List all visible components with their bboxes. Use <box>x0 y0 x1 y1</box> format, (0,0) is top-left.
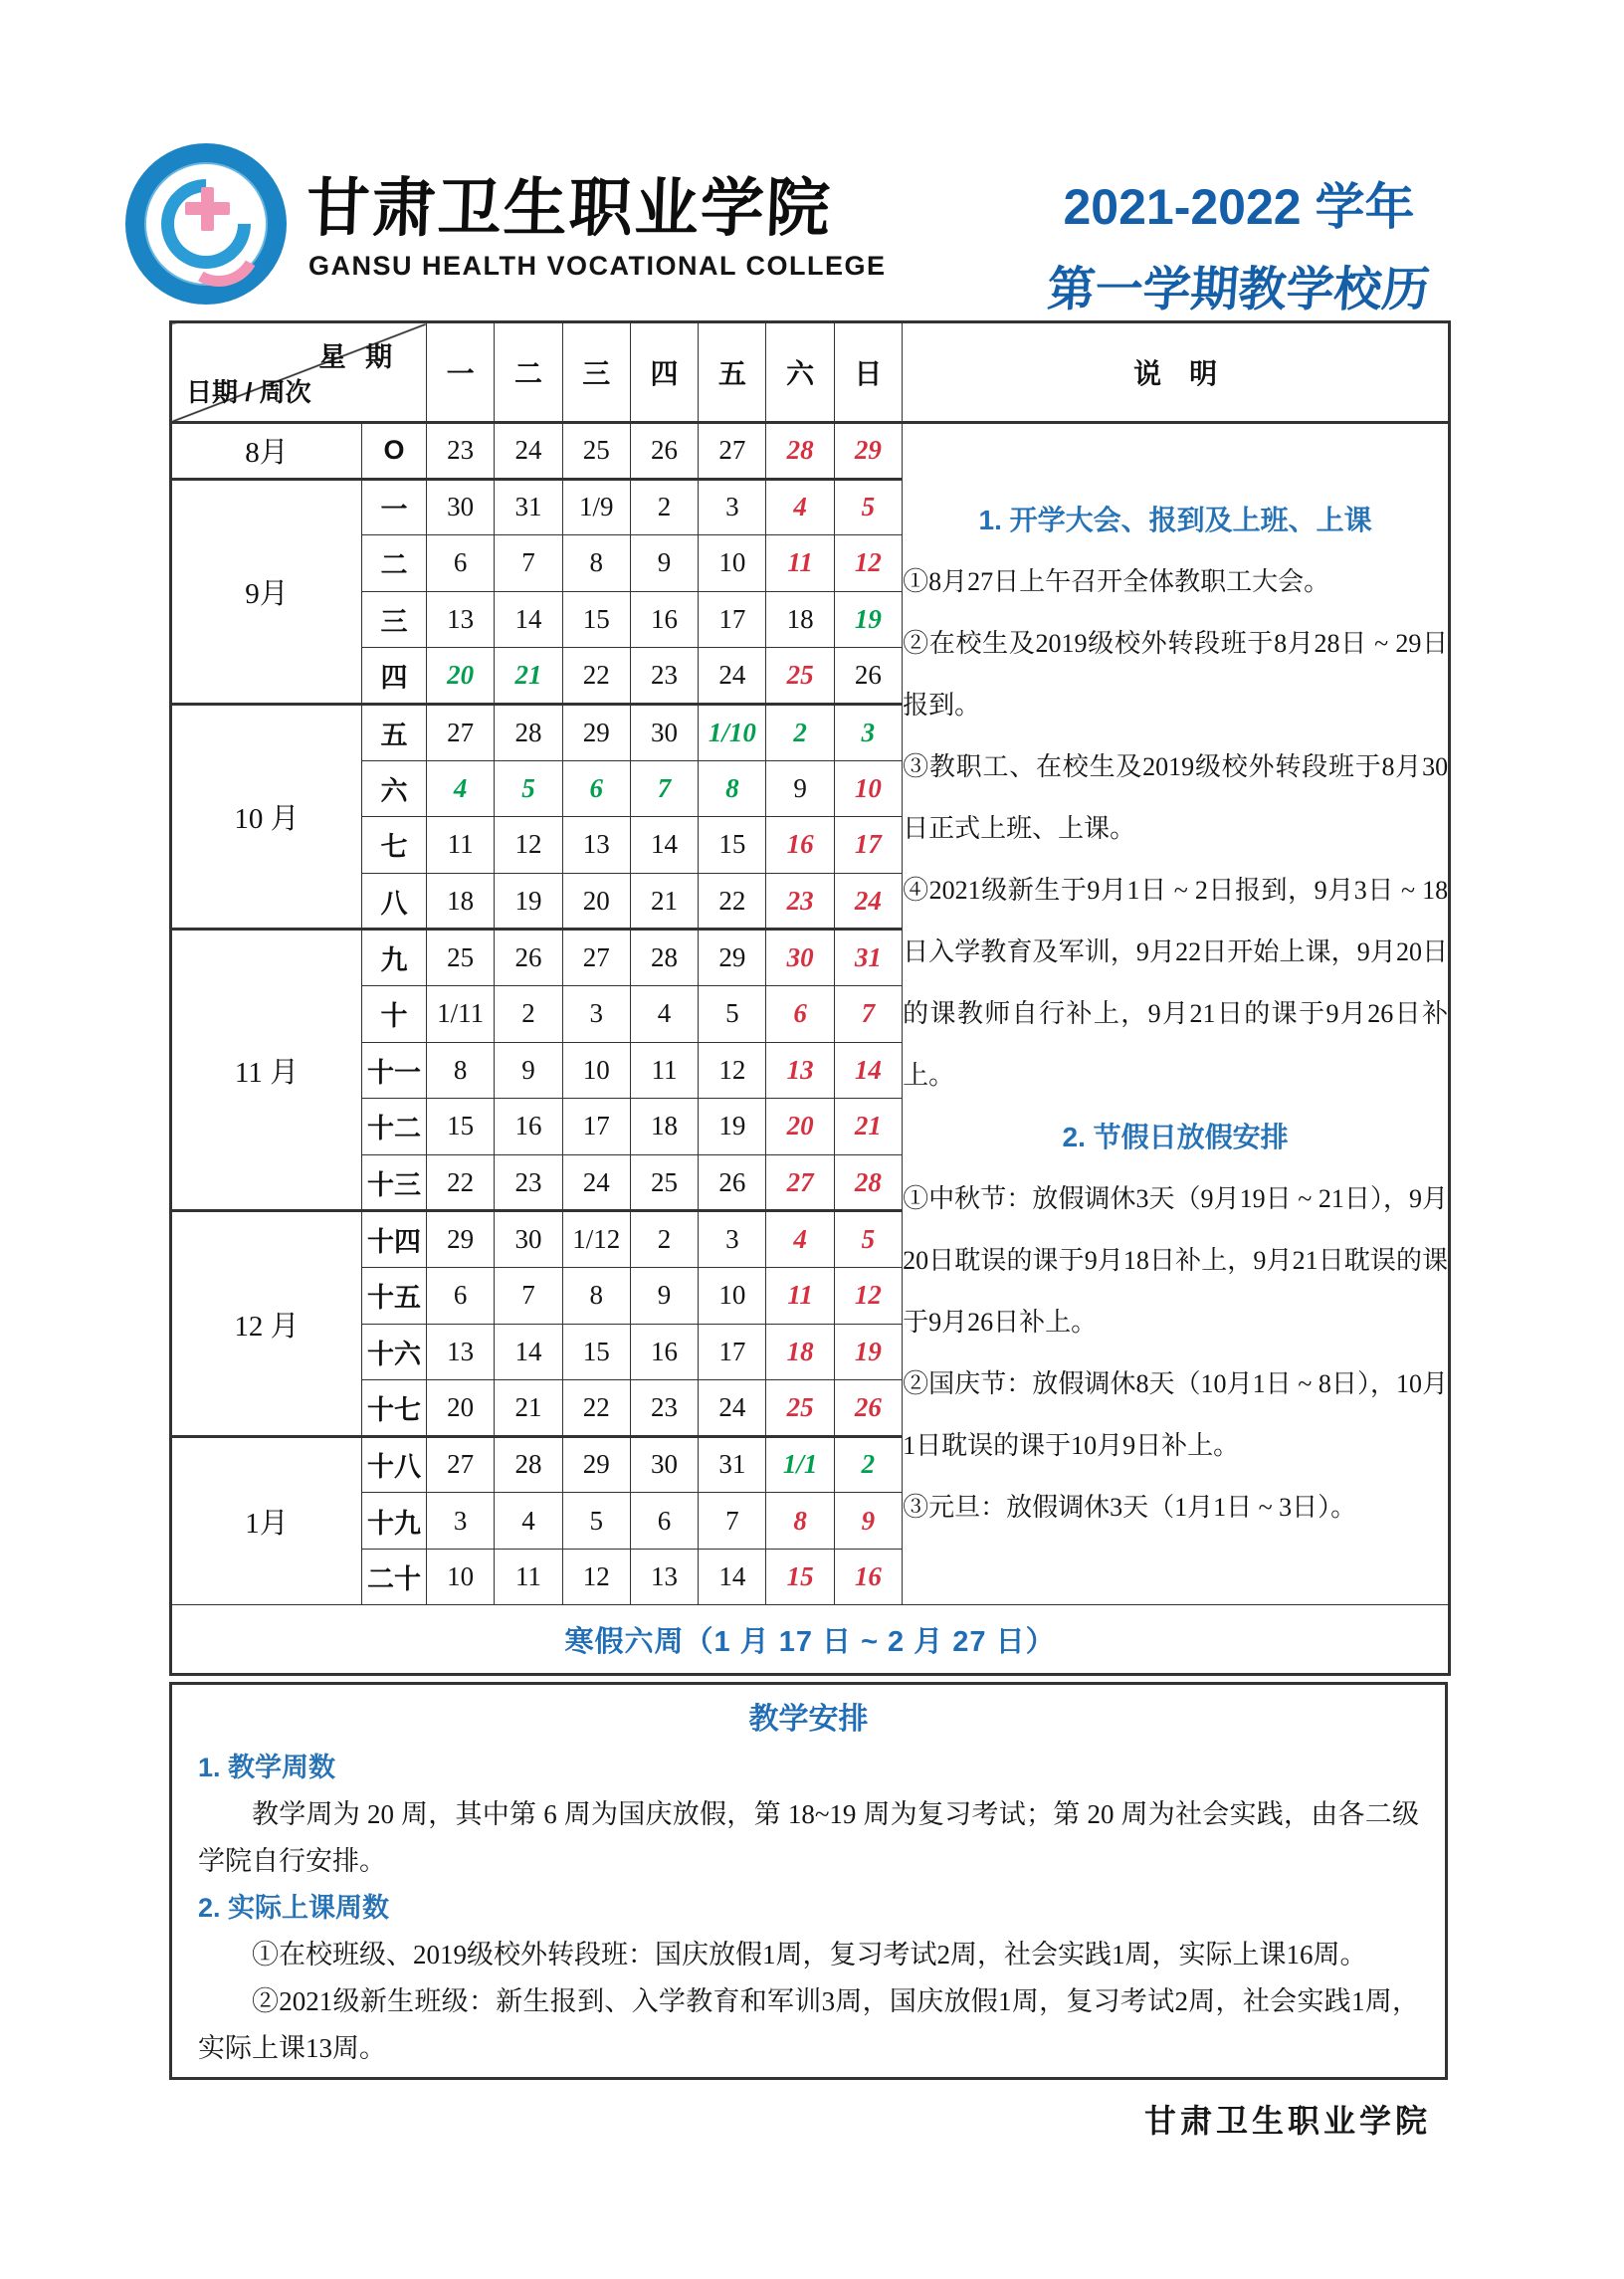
weekday-header: 三 <box>562 322 630 423</box>
date-cell: 12 <box>562 1549 630 1605</box>
date-cell: 14 <box>699 1549 766 1605</box>
date-cell: 1/9 <box>562 479 630 535</box>
date-cell: 20 <box>766 1099 834 1155</box>
date-cell: 11 <box>630 1042 698 1099</box>
date-cell: 11 <box>766 1267 834 1324</box>
date-cell: 7 <box>834 985 902 1042</box>
date-cell: 27 <box>766 1154 834 1211</box>
date-cell: 28 <box>495 1436 562 1493</box>
date-cell: 21 <box>630 873 698 930</box>
teaching-arrangement-box <box>169 1682 1448 2080</box>
notes-item: ③元旦：放假调休3天（1月1日 ~ 3日）。 <box>903 1493 1357 1523</box>
month-label: 9月 <box>171 479 362 704</box>
date-cell: 24 <box>834 873 902 930</box>
date-cell: 21 <box>834 1099 902 1155</box>
winter-break-row <box>171 1605 1450 1675</box>
date-cell: 12 <box>699 1042 766 1099</box>
week-number-label: 六 <box>362 760 427 817</box>
date-cell: 22 <box>562 1380 630 1437</box>
date-cell: 31 <box>834 930 902 986</box>
date-cell: 27 <box>699 423 766 480</box>
date-cell: 24 <box>562 1154 630 1211</box>
date-cell: 26 <box>630 423 698 480</box>
date-cell: 1/12 <box>562 1211 630 1268</box>
date-cell: 11 <box>766 535 834 592</box>
date-cell: 18 <box>766 591 834 648</box>
date-cell: 17 <box>699 1324 766 1380</box>
date-cell: 28 <box>495 704 562 760</box>
date-cell: 20 <box>427 1380 495 1437</box>
date-cell: 24 <box>699 648 766 705</box>
date-cell: 15 <box>766 1549 834 1605</box>
date-cell: 25 <box>766 1380 834 1437</box>
date-cell: 8 <box>427 1042 495 1099</box>
description-cell <box>903 423 1450 1605</box>
teaching-section2-title: 2. 实际上课周数 <box>198 1893 390 1923</box>
date-cell: 12 <box>834 1267 902 1324</box>
date-cell: 17 <box>834 817 902 874</box>
date-cell: 15 <box>562 1324 630 1380</box>
date-cell: 10 <box>562 1042 630 1099</box>
date-cell: 30 <box>630 704 698 760</box>
date-cell: 11 <box>495 1549 562 1605</box>
date-cell: 25 <box>427 930 495 986</box>
notes-item: ①8月27日上午召开全体教职工大会。 <box>903 567 1330 597</box>
description-header: 说 明 <box>903 322 1450 423</box>
date-cell: 5 <box>495 760 562 817</box>
date-cell: 3 <box>562 985 630 1042</box>
date-cell: 3 <box>427 1493 495 1550</box>
date-cell: 1/10 <box>699 704 766 760</box>
date-cell: 13 <box>427 1324 495 1380</box>
date-cell: 9 <box>766 760 834 817</box>
weekday-header: 六 <box>766 322 834 423</box>
date-cell: 28 <box>834 1154 902 1211</box>
date-cell: 4 <box>427 760 495 817</box>
weekday-header: 五 <box>699 322 766 423</box>
date-cell: 29 <box>834 423 902 480</box>
date-cell: 13 <box>630 1549 698 1605</box>
date-cell: 9 <box>630 535 698 592</box>
date-cell: 27 <box>427 1436 495 1493</box>
week-number-label: 五 <box>362 704 427 760</box>
date-cell: 1/1 <box>766 1436 834 1493</box>
date-cell: 14 <box>495 591 562 648</box>
date-cell: 8 <box>562 1267 630 1324</box>
date-cell: 17 <box>699 591 766 648</box>
week-number-label: 十三 <box>362 1154 427 1211</box>
notes-item: ②国庆节：放假调休8天（10月1日 ~ 8日），10月1日耽误的课于10月9日补上。 <box>903 1369 1449 1461</box>
week-number-label: 十九 <box>362 1493 427 1550</box>
date-cell: 7 <box>495 535 562 592</box>
date-cell: 7 <box>630 760 698 817</box>
week-number-label: 十五 <box>362 1267 427 1324</box>
date-cell: 28 <box>766 423 834 480</box>
week-number-label: 十八 <box>362 1436 427 1493</box>
week-number-label: 四 <box>362 648 427 705</box>
date-cell: 29 <box>562 704 630 760</box>
date-cell: 13 <box>766 1042 834 1099</box>
month-label: 10 月 <box>171 704 362 929</box>
date-cell: 25 <box>630 1154 698 1211</box>
date-cell: 19 <box>834 1324 902 1380</box>
date-cell: 13 <box>427 591 495 648</box>
academic-year: 2021-2022 学年 <box>1063 179 1415 235</box>
date-cell: 10 <box>699 535 766 592</box>
week-number-label: O <box>362 423 427 480</box>
week-number-label: 十二 <box>362 1099 427 1155</box>
date-cell: 24 <box>495 423 562 480</box>
date-cell: 19 <box>834 591 902 648</box>
date-cell: 14 <box>495 1324 562 1380</box>
teaching-item: ①在校班级、2019级校外转段班：国庆放假1周，复习考试2周，社会实践1周，实际上课16周。 <box>252 1940 1367 1969</box>
date-cell: 15 <box>427 1099 495 1155</box>
date-cell: 16 <box>495 1099 562 1155</box>
date-cell: 22 <box>427 1154 495 1211</box>
date-cell: 3 <box>699 1211 766 1268</box>
notes-section2-title: 2. 节假日放假安排 <box>1062 1122 1289 1153</box>
weekday-header: 二 <box>495 322 562 423</box>
date-cell: 28 <box>630 930 698 986</box>
date-cell: 22 <box>699 873 766 930</box>
date-cell: 3 <box>699 479 766 535</box>
notes-item: ③教职工、在校生及2019级校外转段班于8月30日正式上班、上课。 <box>903 752 1449 844</box>
date-cell: 6 <box>766 985 834 1042</box>
week-number-label: 七 <box>362 817 427 874</box>
date-cell: 21 <box>495 648 562 705</box>
date-cell: 2 <box>495 985 562 1042</box>
corner-weekday-label: 星 期 <box>318 342 399 372</box>
calendar-header-row <box>171 322 1450 423</box>
date-cell: 12 <box>495 817 562 874</box>
week-number-label: 十一 <box>362 1042 427 1099</box>
date-cell: 18 <box>427 873 495 930</box>
date-cell: 6 <box>630 1493 698 1550</box>
winter-break-label: 寒假六周（1 月 17 日 ~ 2 月 27 日） <box>171 1605 1450 1675</box>
teaching-title: 教学安排 <box>748 1703 869 1736</box>
date-cell: 22 <box>562 648 630 705</box>
date-cell: 13 <box>562 817 630 874</box>
date-cell: 17 <box>562 1099 630 1155</box>
date-cell: 23 <box>630 648 698 705</box>
week-number-label: 三 <box>362 591 427 648</box>
date-cell: 26 <box>834 1380 902 1437</box>
date-cell: 30 <box>495 1211 562 1268</box>
date-cell: 9 <box>630 1267 698 1324</box>
date-cell: 5 <box>699 985 766 1042</box>
semester-subtitle: 第一学期教学校历 <box>1045 264 1432 316</box>
weekday-header: 四 <box>630 322 698 423</box>
date-cell: 23 <box>427 423 495 480</box>
week-number-label: 十四 <box>362 1211 427 1268</box>
date-cell: 26 <box>495 930 562 986</box>
date-cell: 9 <box>495 1042 562 1099</box>
date-cell: 20 <box>562 873 630 930</box>
date-cell: 23 <box>630 1380 698 1437</box>
date-cell: 4 <box>766 479 834 535</box>
corner-cell <box>171 322 427 423</box>
date-cell: 20 <box>427 648 495 705</box>
date-cell: 16 <box>630 1324 698 1380</box>
date-cell: 5 <box>834 1211 902 1268</box>
date-cell: 23 <box>495 1154 562 1211</box>
footer-college-name: 甘肃卫生职业学院 <box>1144 2103 1432 2139</box>
date-cell: 4 <box>766 1211 834 1268</box>
date-cell: 25 <box>562 423 630 480</box>
date-cell: 31 <box>495 479 562 535</box>
date-cell: 6 <box>427 1267 495 1324</box>
date-cell: 5 <box>834 479 902 535</box>
date-cell: 15 <box>562 591 630 648</box>
week-number-label: 十六 <box>362 1324 427 1380</box>
logo-cross-icon <box>185 202 230 215</box>
weekday-header: 日 <box>834 322 902 423</box>
date-cell: 19 <box>495 873 562 930</box>
date-cell: 9 <box>834 1493 902 1550</box>
week-number-label: 九 <box>362 930 427 986</box>
date-cell: 2 <box>630 479 698 535</box>
corner-date-week-label: 日期 / 周次 <box>186 377 311 407</box>
teaching-item: ②2021级新生班级：新生报到、入学教育和军训3周，国庆放假1周，复习考试2周，社会实践1周，实际上课13周。 <box>198 1986 1419 2063</box>
date-cell: 26 <box>699 1154 766 1211</box>
date-cell: 18 <box>766 1324 834 1380</box>
date-cell: 31 <box>699 1436 766 1493</box>
date-cell: 27 <box>562 930 630 986</box>
date-cell: 2 <box>766 704 834 760</box>
date-cell: 16 <box>630 591 698 648</box>
college-name-chinese: 甘肃卫生职业学院 <box>304 173 834 244</box>
date-cell: 10 <box>834 760 902 817</box>
week-number-label: 十七 <box>362 1380 427 1437</box>
date-cell: 16 <box>834 1549 902 1605</box>
week-number-label: 十 <box>362 985 427 1042</box>
date-cell: 29 <box>427 1211 495 1268</box>
notes-item: ④2021级新生于9月1日 ~ 2日报到，9月3日 ~ 18日入学教育及军训，9月22日开始上课，9月20日的课教师自行补上，9月21日的课于9月26日补上。 <box>903 876 1449 1091</box>
calendar-table <box>169 320 1451 1676</box>
date-cell: 5 <box>562 1493 630 1550</box>
date-cell: 8 <box>766 1493 834 1550</box>
notes-item: ②在校生及2019级校外转段班于8月28日 ~ 29日报到。 <box>903 629 1449 721</box>
month-label: 11 月 <box>171 930 362 1211</box>
week-number-label: 八 <box>362 873 427 930</box>
week-number-label: 二十 <box>362 1549 427 1605</box>
college-logo <box>125 143 287 305</box>
date-cell: 29 <box>699 930 766 986</box>
date-cell: 6 <box>562 760 630 817</box>
date-cell: 30 <box>427 479 495 535</box>
notes-item: ①中秋节：放假调休3天（9月19日 ~ 21日），9月20日耽误的课于9月18日补上，9月21日耽误的课于9月26日补上。 <box>903 1184 1449 1338</box>
date-cell: 15 <box>699 817 766 874</box>
date-cell: 4 <box>630 985 698 1042</box>
calendar-week-row <box>171 423 1450 480</box>
week-number-label: 一 <box>362 479 427 535</box>
date-cell: 12 <box>834 535 902 592</box>
date-cell: 4 <box>495 1493 562 1550</box>
date-cell: 26 <box>834 648 902 705</box>
date-cell: 2 <box>834 1436 902 1493</box>
date-cell: 14 <box>834 1042 902 1099</box>
semester-title <box>1025 167 1453 319</box>
week-number-label: 二 <box>362 535 427 592</box>
date-cell: 8 <box>562 535 630 592</box>
date-cell: 7 <box>699 1493 766 1550</box>
date-cell: 1/11 <box>427 985 495 1042</box>
weekday-header: 一 <box>427 322 495 423</box>
month-label: 12 月 <box>171 1211 362 1436</box>
date-cell: 11 <box>427 817 495 874</box>
date-cell: 14 <box>630 817 698 874</box>
date-cell: 10 <box>699 1267 766 1324</box>
date-cell: 10 <box>427 1549 495 1605</box>
date-cell: 6 <box>427 535 495 592</box>
date-cell: 25 <box>766 648 834 705</box>
date-cell: 30 <box>630 1436 698 1493</box>
teaching-section1-body: 教学周为 20 周，其中第 6 周为国庆放假，第 18~19 周为复习考试；第 20 周为社会实践，由各二级学院自行安排。 <box>198 1799 1419 1876</box>
date-cell: 24 <box>699 1380 766 1437</box>
notes-section1-title: 1. 开学大会、报到及上班、上课 <box>978 505 1372 536</box>
teaching-section1-title: 1. 教学周数 <box>198 1753 336 1782</box>
date-cell: 27 <box>427 704 495 760</box>
date-cell: 3 <box>834 704 902 760</box>
date-cell: 21 <box>495 1380 562 1437</box>
college-name-english: GANSU HEALTH VOCATIONAL COLLEGE <box>308 251 887 281</box>
date-cell: 8 <box>699 760 766 817</box>
date-cell: 18 <box>630 1099 698 1155</box>
date-cell: 2 <box>630 1211 698 1268</box>
date-cell: 16 <box>766 817 834 874</box>
month-label: 8月 <box>171 423 362 480</box>
date-cell: 7 <box>495 1267 562 1324</box>
date-cell: 19 <box>699 1099 766 1155</box>
month-label: 1月 <box>171 1436 362 1605</box>
date-cell: 29 <box>562 1436 630 1493</box>
date-cell: 30 <box>766 930 834 986</box>
date-cell: 23 <box>766 873 834 930</box>
